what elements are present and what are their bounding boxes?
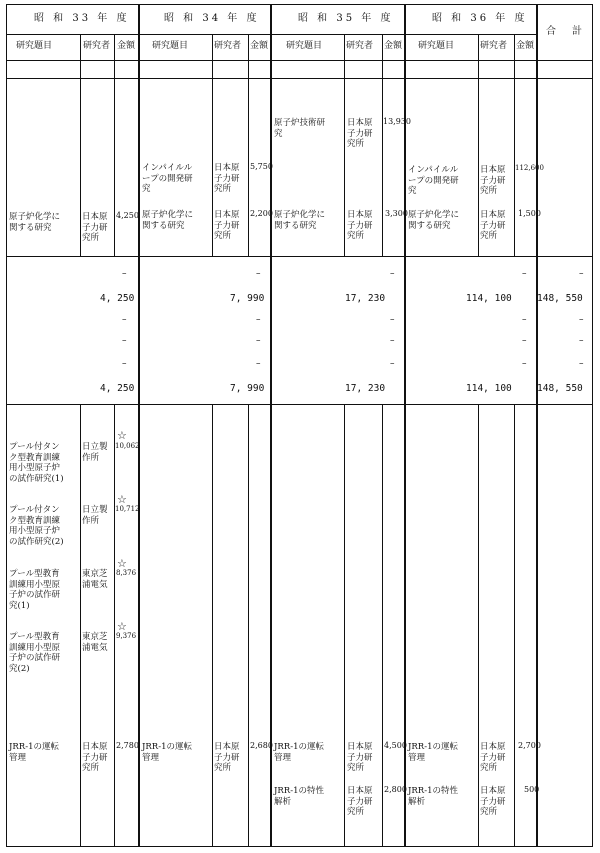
rule-sub	[344, 78, 345, 256]
s2-y35-dash-2: –	[390, 315, 395, 325]
s3-y33-topic-2: プール型教育 訓練用小型原 子炉の試作研 究(1)	[9, 569, 61, 611]
rule-blank-row	[6, 78, 593, 79]
rule-sub	[212, 78, 213, 256]
year-33-header: 昭 和 33 年 度	[34, 13, 130, 24]
s3-y33-topic-3: プール型教育 訓練用小型原 子炉の試作研 究(2)	[9, 632, 61, 674]
rule-left	[6, 4, 7, 847]
s1-y36-amount-0: 112,600	[515, 164, 544, 172]
rule-year-35	[270, 4, 272, 847]
star-icon: ☆	[117, 620, 127, 633]
rule-top	[6, 4, 593, 5]
s1-y36-topic-1: 原子炉化学に 関する研究	[408, 210, 460, 231]
s3-y33-amount-2: 8,376	[116, 569, 137, 577]
s2-y34-dash-2: –	[256, 315, 261, 325]
s3-y36-amount-1: 500	[524, 785, 540, 794]
s1-y34-amount-0: 5,750	[250, 162, 273, 171]
rule-sub	[478, 404, 479, 846]
rule-sub	[478, 34, 479, 78]
s3-y33-amount-4: 2,780	[116, 741, 139, 750]
s3-y33-topic-1: プール付タン ク型教育訓練 用小型原子炉 の試作研究(2)	[9, 505, 64, 547]
col-topic-36: 研究題目	[418, 41, 455, 51]
rule-sub	[114, 404, 115, 846]
star-icon: ☆	[117, 557, 127, 570]
s2-y34-value-1: 7, 990	[230, 293, 265, 304]
s3-y34-amount: 2,680	[250, 741, 273, 750]
rule-sub	[212, 404, 213, 846]
s1-y34-researcher-1: 日本原 子力研 究所	[214, 210, 240, 241]
s1-y35-researcher-1: 日本原 子力研 究所	[347, 210, 373, 241]
s2-total-dash-2: –	[579, 315, 584, 325]
s2-total-dash-3: –	[579, 336, 584, 346]
col-researcher-36: 研究者	[480, 41, 508, 51]
s2-y36-dash-4: –	[522, 359, 527, 369]
s3-y33-researcher-0: 日立製 作所	[82, 442, 108, 463]
col-topic-33: 研究題目	[16, 41, 53, 51]
s3-y35-amount-1: 2,800	[384, 785, 407, 794]
rule-sub	[248, 404, 249, 846]
s1-y33-topic: 原子炉化学に 関する研究	[9, 212, 61, 233]
s2-y35-value-2: 17, 230	[345, 383, 386, 394]
s1-y35-amount-0: 13,930	[383, 117, 411, 126]
s1-y33-researcher: 日本原 子力研 究所	[82, 212, 108, 243]
s2-y33-dash-3: –	[122, 336, 127, 346]
s2-y34-value-2: 7, 990	[230, 383, 265, 394]
s3-y33-researcher-4: 日本原 子力研 究所	[82, 742, 108, 773]
rule-sub	[80, 78, 81, 256]
rule-year-34	[138, 4, 140, 847]
s1-y36-amount-1: 1,500	[518, 209, 541, 218]
s2-y36-dash-1: –	[522, 269, 527, 279]
s2-grand-total-2: 148, 550	[537, 383, 583, 394]
rule-sub	[382, 78, 383, 256]
s1-y35-topic-0: 原子炉技術研 究	[274, 118, 326, 139]
s1-y33-amount: 4,250	[116, 211, 139, 220]
s1-y36-researcher-0: 日本原 子力研 究所	[480, 165, 506, 196]
rule-sub	[248, 34, 249, 78]
s1-y35-amount-1: 3,300	[385, 209, 408, 218]
year-36-header: 昭 和 36 年 度	[432, 13, 528, 24]
rule-sub	[382, 34, 383, 78]
s1-y34-amount-1: 2,200	[250, 209, 273, 218]
s3-y33-topic-0: プール付タン ク型教育訓練 用小型原子炉 の試作研究(1)	[9, 442, 64, 484]
total-header: 合 計	[546, 26, 585, 37]
col-researcher-35: 研究者	[346, 41, 374, 51]
col-amount-36: 金額	[516, 41, 535, 51]
rule-sub	[80, 404, 81, 846]
s1-y35-researcher-0: 日本原 子力研 究所	[347, 118, 373, 149]
col-researcher-34: 研究者	[214, 41, 242, 51]
s2-y36-dash-2: –	[522, 315, 527, 325]
rule-sub	[382, 404, 383, 846]
s3-y33-researcher-2: 東京芝 浦電気	[82, 569, 108, 590]
s3-y35-topic-1: JRR-1の特性 解析	[274, 786, 324, 807]
rule-sub	[114, 34, 115, 78]
col-amount-35: 金額	[384, 41, 403, 51]
rule-section2-bottom	[6, 404, 593, 405]
col-topic-35: 研究題目	[286, 41, 323, 51]
s1-y36-topic-0: インパイルル ープの開発研 究	[408, 165, 459, 196]
rule-header-bottom	[6, 60, 593, 61]
s1-y36-researcher-1: 日本原 子力研 究所	[480, 210, 506, 241]
s3-y36-researcher-1: 日本原 子力研 究所	[480, 786, 506, 817]
s3-y34-researcher: 日本原 子力研 究所	[214, 742, 240, 773]
s3-y35-topic-0: JRR-1の運転 管理	[274, 742, 324, 763]
s3-y33-researcher-3: 東京芝 浦電気	[82, 632, 108, 653]
s1-y34-topic-0: インパイルル ープの開発研 究	[142, 163, 193, 194]
year-34-header: 昭 和 34 年 度	[164, 13, 260, 24]
s3-y36-topic-0: JRR-1の運転 管理	[408, 742, 458, 763]
rule-sub	[344, 34, 345, 78]
s2-total-dash-4: –	[579, 359, 584, 369]
s2-y33-dash-1: –	[122, 269, 127, 279]
rule-total	[536, 4, 538, 847]
s3-y36-researcher-0: 日本原 子力研 究所	[480, 742, 506, 773]
rule-sub	[212, 34, 213, 78]
rule-sub	[114, 78, 115, 256]
s2-y35-value-1: 17, 230	[345, 293, 386, 304]
s2-y33-dash-4: –	[122, 359, 127, 369]
rule-sub	[514, 404, 515, 846]
s2-y33-dash-2: –	[122, 315, 127, 325]
s3-y33-topic-4: JRR-1の運転 管理	[9, 742, 59, 763]
s1-y34-topic-1: 原子炉化学に 関する研究	[142, 210, 194, 231]
s3-y36-amount-0: 2,700	[518, 741, 541, 750]
col-topic-34: 研究題目	[152, 41, 189, 51]
rule-sub	[344, 404, 345, 846]
star-icon: ☆	[117, 493, 127, 506]
s3-y36-topic-1: JRR-1の特性 解析	[408, 786, 458, 807]
col-researcher-33: 研究者	[83, 41, 111, 51]
s3-y35-researcher-1: 日本原 子力研 究所	[347, 786, 373, 817]
s1-y34-researcher-0: 日本原 子力研 究所	[214, 163, 240, 194]
rule-sub	[514, 34, 515, 78]
rule-year-36	[404, 4, 406, 847]
s2-y36-dash-3: –	[522, 336, 527, 346]
star-icon: ☆	[117, 429, 127, 442]
s2-y35-dash-3: –	[390, 336, 395, 346]
s3-y33-amount-3: 9,376	[116, 632, 137, 640]
s2-y35-dash-4: –	[390, 359, 395, 369]
col-amount-34: 金額	[250, 41, 269, 51]
s2-y35-dash-1: –	[390, 269, 395, 279]
col-amount-33: 金額	[117, 41, 136, 51]
s3-y33-amount-1: 10,712	[115, 505, 140, 513]
s1-y35-topic-1: 原子炉化学に 関する研究	[274, 210, 326, 231]
s2-grand-total-1: 148, 550	[537, 293, 583, 304]
rule-bottom	[6, 846, 593, 847]
s3-y34-topic: JRR-1の運転 管理	[142, 742, 192, 763]
s2-y36-value-1: 114, 100	[466, 293, 512, 304]
s2-y33-value-2: 4, 250	[100, 383, 135, 394]
s2-y34-dash-1: –	[256, 269, 261, 279]
rule-sub	[478, 78, 479, 256]
rule-sub	[248, 78, 249, 256]
s3-y33-researcher-1: 日立製 作所	[82, 505, 108, 526]
s3-y33-amount-0: 10,062	[115, 442, 140, 450]
rule-sub	[80, 34, 81, 78]
year-35-header: 昭 和 35 年 度	[298, 13, 394, 24]
rule-right	[592, 4, 593, 847]
s2-y36-value-2: 114, 100	[466, 383, 512, 394]
s2-total-dash-1: –	[579, 269, 584, 279]
s3-y35-researcher-0: 日本原 子力研 究所	[347, 742, 373, 773]
s2-y34-dash-3: –	[256, 336, 261, 346]
s3-y35-amount-0: 4,500	[384, 741, 407, 750]
s2-y34-dash-4: –	[256, 359, 261, 369]
s2-y33-value-1: 4, 250	[100, 293, 135, 304]
rule-section1-bottom	[6, 256, 593, 257]
